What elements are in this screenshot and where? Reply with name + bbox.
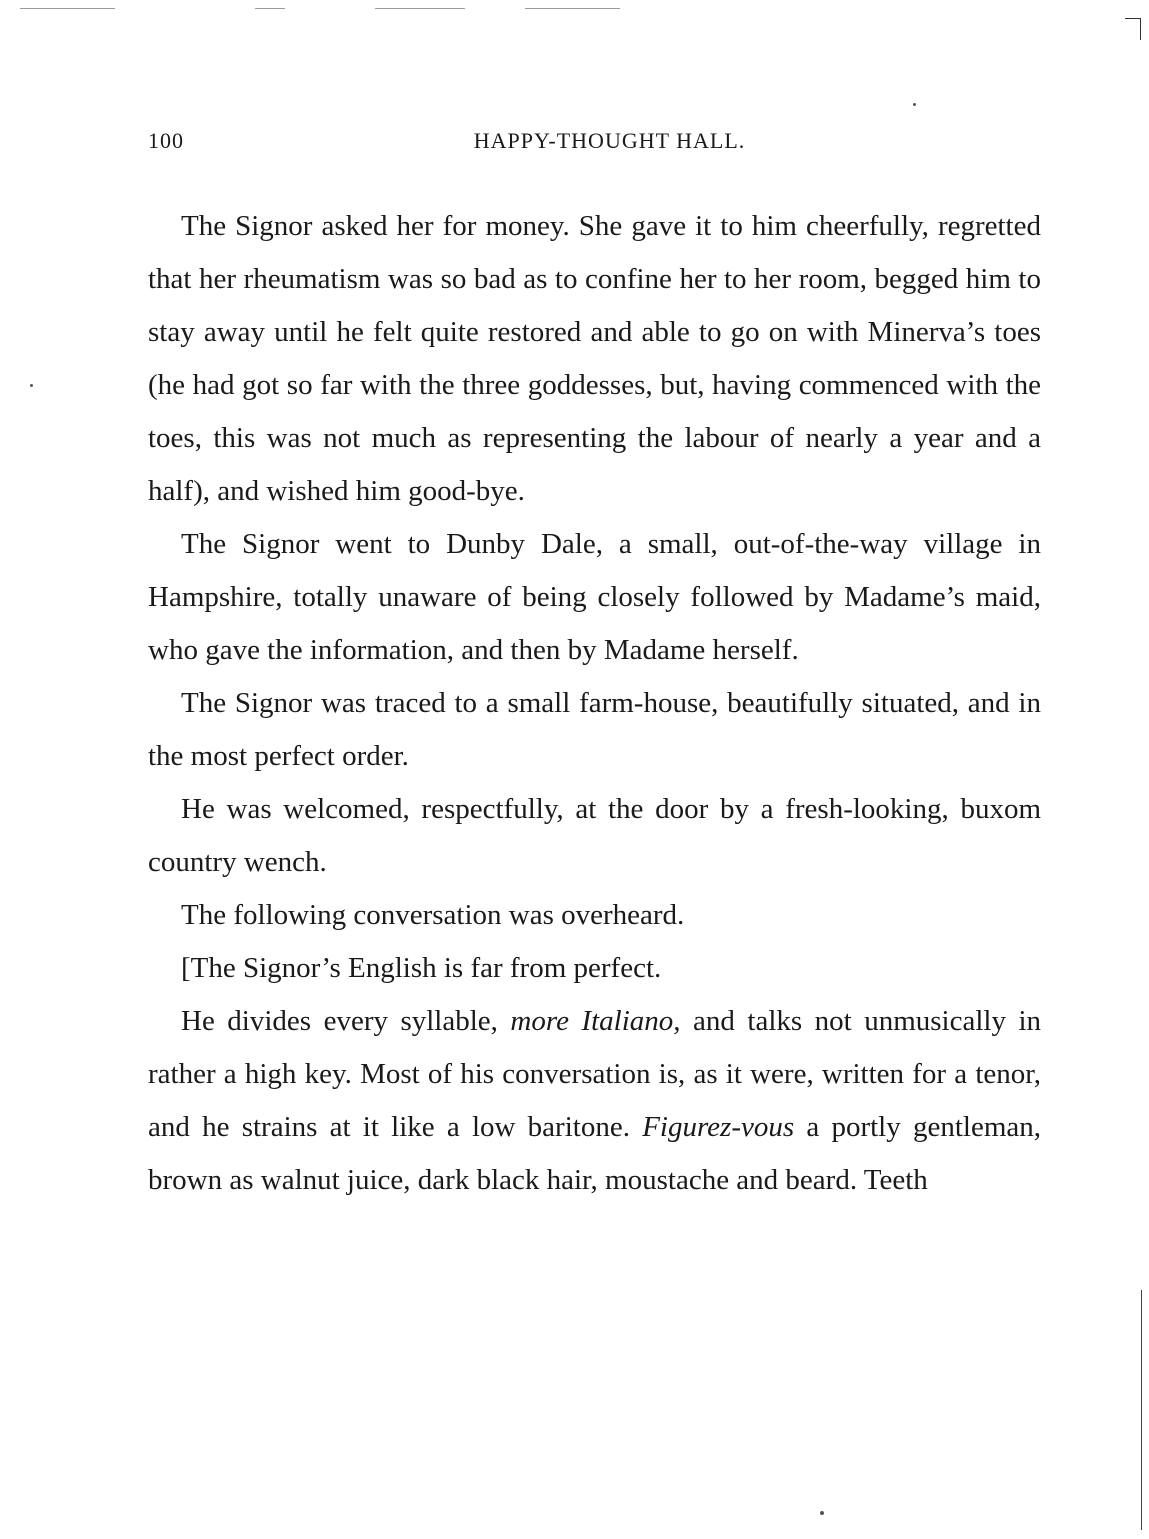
italic-phrase: more Italiano, (510, 1005, 681, 1037)
scan-artifact (1125, 18, 1141, 19)
paragraph: The following conversation was overheard. (181, 899, 685, 931)
text-run: a portly gentleman, brown as walnut juice, dark black hair, moustache and beard. Teeth (148, 1111, 1042, 1196)
running-header (148, 128, 1041, 162)
paragraph (148, 995, 1041, 1207)
scan-artifact (820, 1511, 824, 1515)
paragraph: The Signor was traced to a small farm-house, beautifully situated, and in the most perfect order. (148, 687, 1041, 772)
scan-artifact (1140, 18, 1141, 40)
paragraph: The Signor asked her for money. She gave it to him cheerfully, regretted that her rheumatism was so bad as to confine her to her room, begged him to stay away until he felt quite restored and able to go on with Minerva’s toes (he had got so far with the three goddesses, but, having commenced with the toes, this was not much as representing the labour of nearly a year and a half), and wished him good-bye. (148, 210, 1041, 507)
italic-phrase: Figurez-vous (642, 1111, 795, 1143)
paragraph: He was welcomed, respectfully, at the door by a fresh-looking, buxom country wench. (148, 793, 1041, 878)
scan-artifact (30, 384, 33, 387)
running-title: HAPPY-THOUGHT HALL. (473, 128, 746, 153)
page-number: 100 (148, 128, 184, 153)
paragraph: [The Signor’s English is far from perfect. (181, 952, 662, 984)
scan-artifact (1141, 1290, 1142, 1530)
scan-artifact (375, 8, 465, 9)
text-run: and talks not unmusically in rather a high key. Most of his conversation is, as it were, written for a tenor, and he strains at it like a low baritone. (148, 1005, 1042, 1143)
scan-artifact (525, 8, 620, 9)
body-text (148, 200, 1041, 1207)
scan-artifact (913, 103, 916, 106)
scan-artifact (20, 8, 115, 9)
text-run: He divides every syllable, (181, 1005, 511, 1037)
paragraph: The Signor went to Dunby Dale, a small, out-of-the-way village in Hampshire, totally unaware of being closely followed by Madame’s maid, who gave the information, and then by Madame herself. (148, 528, 1041, 666)
scan-artifact (255, 8, 285, 9)
